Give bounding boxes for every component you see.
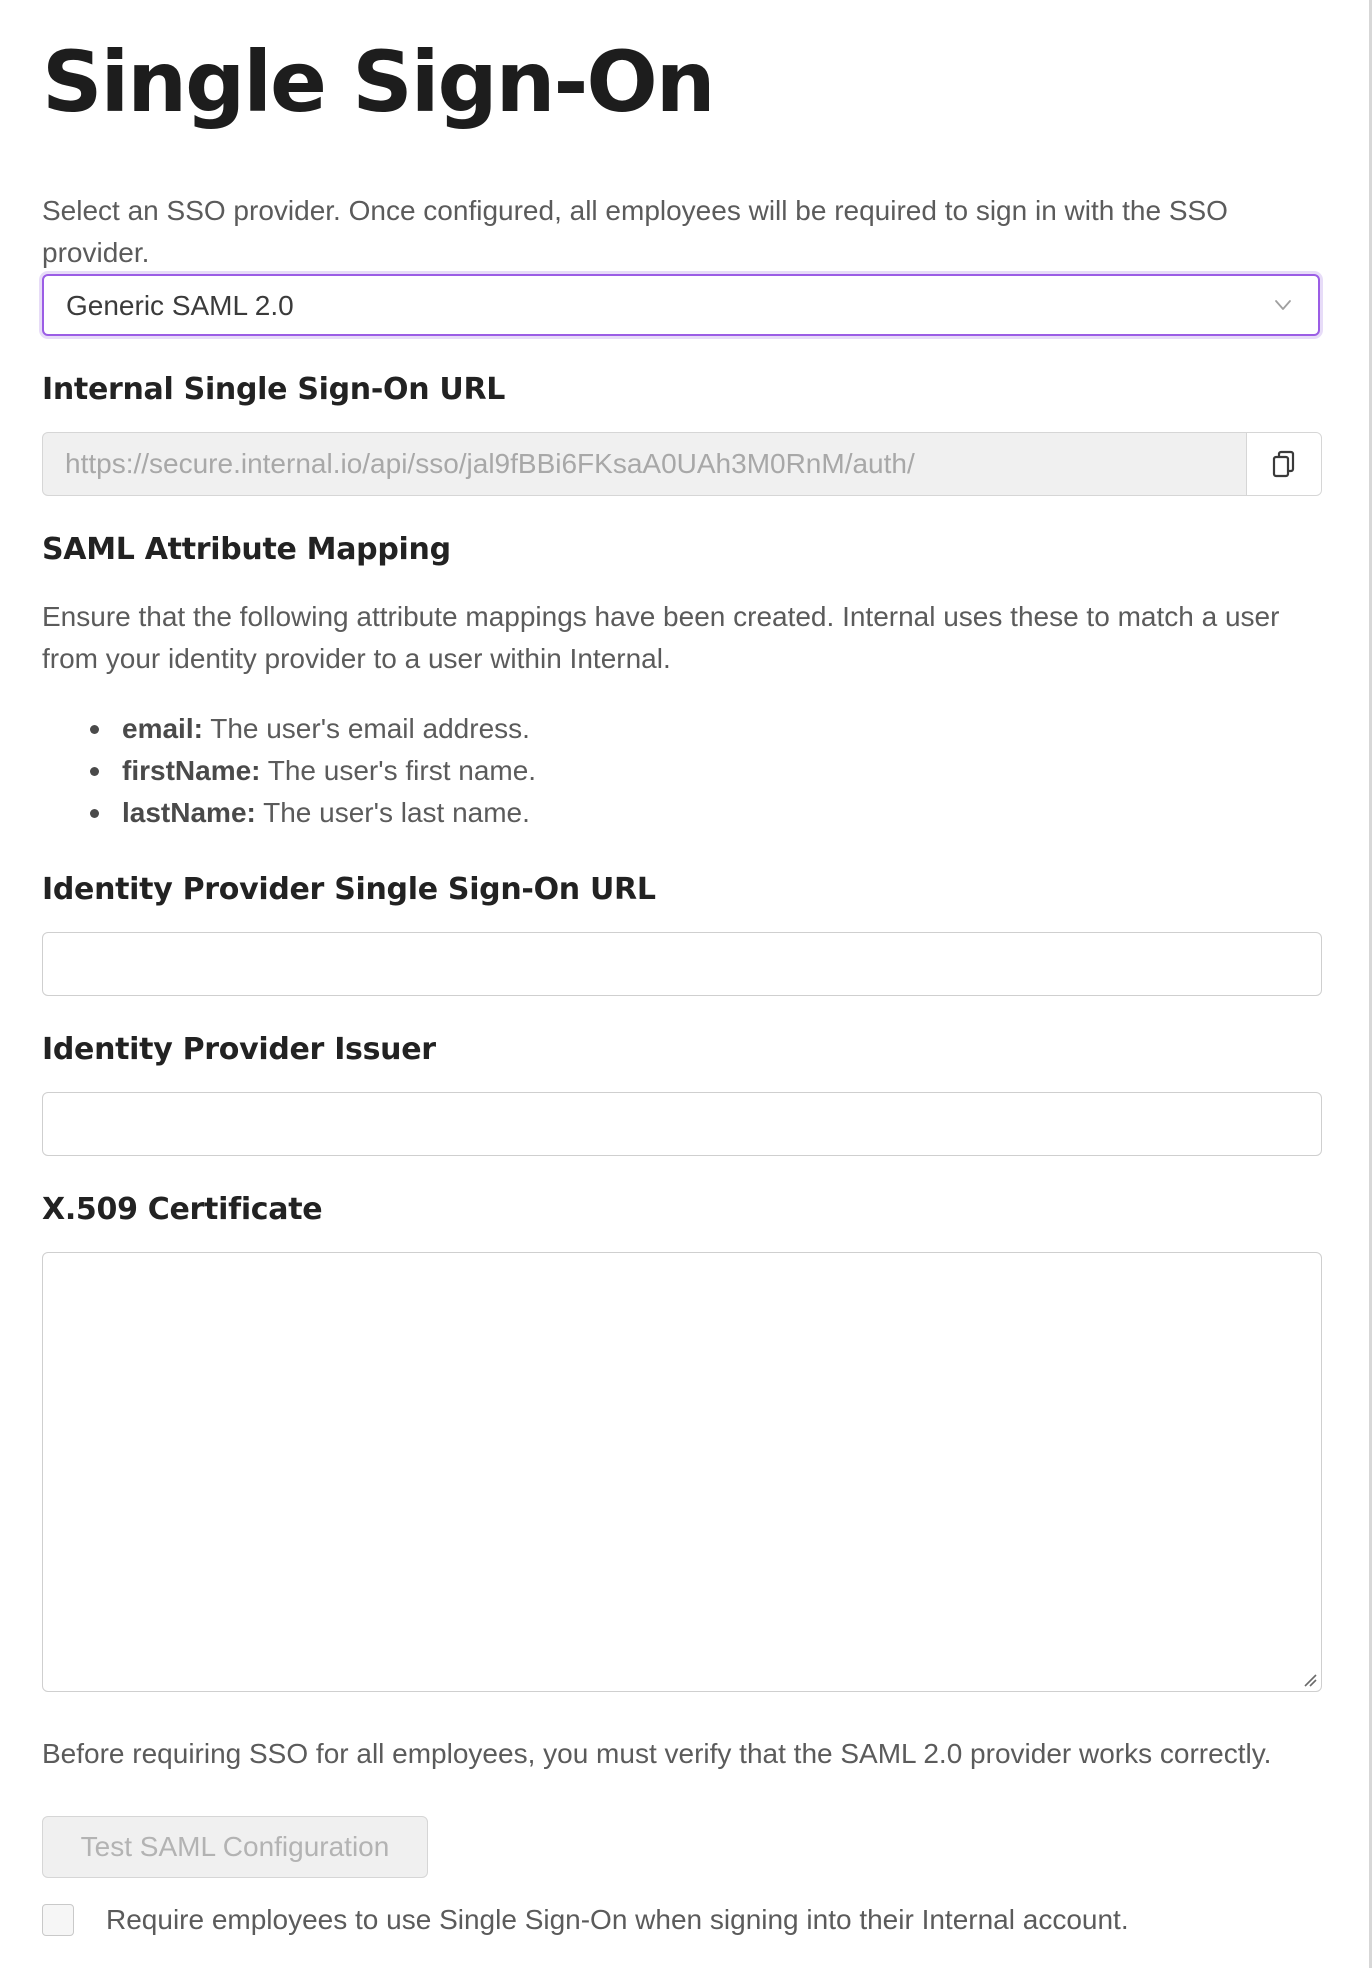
sso-provider-select[interactable] xyxy=(42,274,1320,336)
list-item xyxy=(42,750,536,792)
attribute-description: The user's first name. xyxy=(260,755,537,786)
chevron-down-icon xyxy=(1274,296,1292,314)
require-sso-checkbox[interactable] xyxy=(42,1904,74,1936)
sso-provider-selected-value: Generic SAML 2.0 xyxy=(66,290,294,321)
x509-certificate-textarea[interactable] xyxy=(42,1252,1322,1692)
attribute-key: firstName: xyxy=(122,755,261,786)
idp-issuer-heading: Identity Provider Issuer xyxy=(42,1032,436,1067)
list-item xyxy=(42,792,536,834)
attribute-description: The user's email address. xyxy=(202,713,530,744)
provider-description: Select an SSO provider. Once configured, all employees will be required to sign in with the SSO provider. xyxy=(42,195,1228,268)
resize-handle-icon[interactable] xyxy=(1301,1671,1317,1687)
attribute-description: The user's last name. xyxy=(255,797,530,828)
x509-certificate-heading: X.509 Certificate xyxy=(42,1192,323,1227)
verify-description: Before requiring SSO for all employees, you must verify that the SAML 2.0 provider works correctly. xyxy=(42,1738,1272,1769)
idp-issuer-input[interactable] xyxy=(42,1092,1322,1156)
page-title: Single Sign-On xyxy=(42,33,714,131)
saml-attribute-mapping-heading: SAML Attribute Mapping xyxy=(42,532,451,567)
idp-sso-url-heading: Identity Provider Single Sign-On URL xyxy=(42,872,656,907)
saml-mapping-description: Ensure that the following attribute mappings have been created. Internal uses these to match a user from your identity provider to a user within Internal. xyxy=(42,601,1280,674)
idp-sso-url-input[interactable] xyxy=(42,932,1322,996)
attribute-key: lastName: xyxy=(122,797,256,828)
copy-icon xyxy=(1271,449,1297,479)
attribute-mapping-list xyxy=(42,708,536,834)
internal-sso-url-field[interactable] xyxy=(42,432,1322,496)
copy-url-button[interactable] xyxy=(1246,433,1321,495)
internal-sso-url-heading: Internal Single Sign-On URL xyxy=(42,372,506,407)
internal-sso-url-value[interactable]: https://secure.internal.io/api/sso/jal9fBBi6FKsaA0UAh3M0RnM/auth/ xyxy=(65,448,915,479)
attribute-key: email: xyxy=(122,713,203,744)
require-sso-label[interactable]: Require employees to use Single Sign-On when signing into their Internal account. xyxy=(106,1904,1129,1935)
list-item xyxy=(42,708,536,750)
test-saml-configuration-button[interactable]: Test SAML Configuration xyxy=(42,1816,428,1878)
